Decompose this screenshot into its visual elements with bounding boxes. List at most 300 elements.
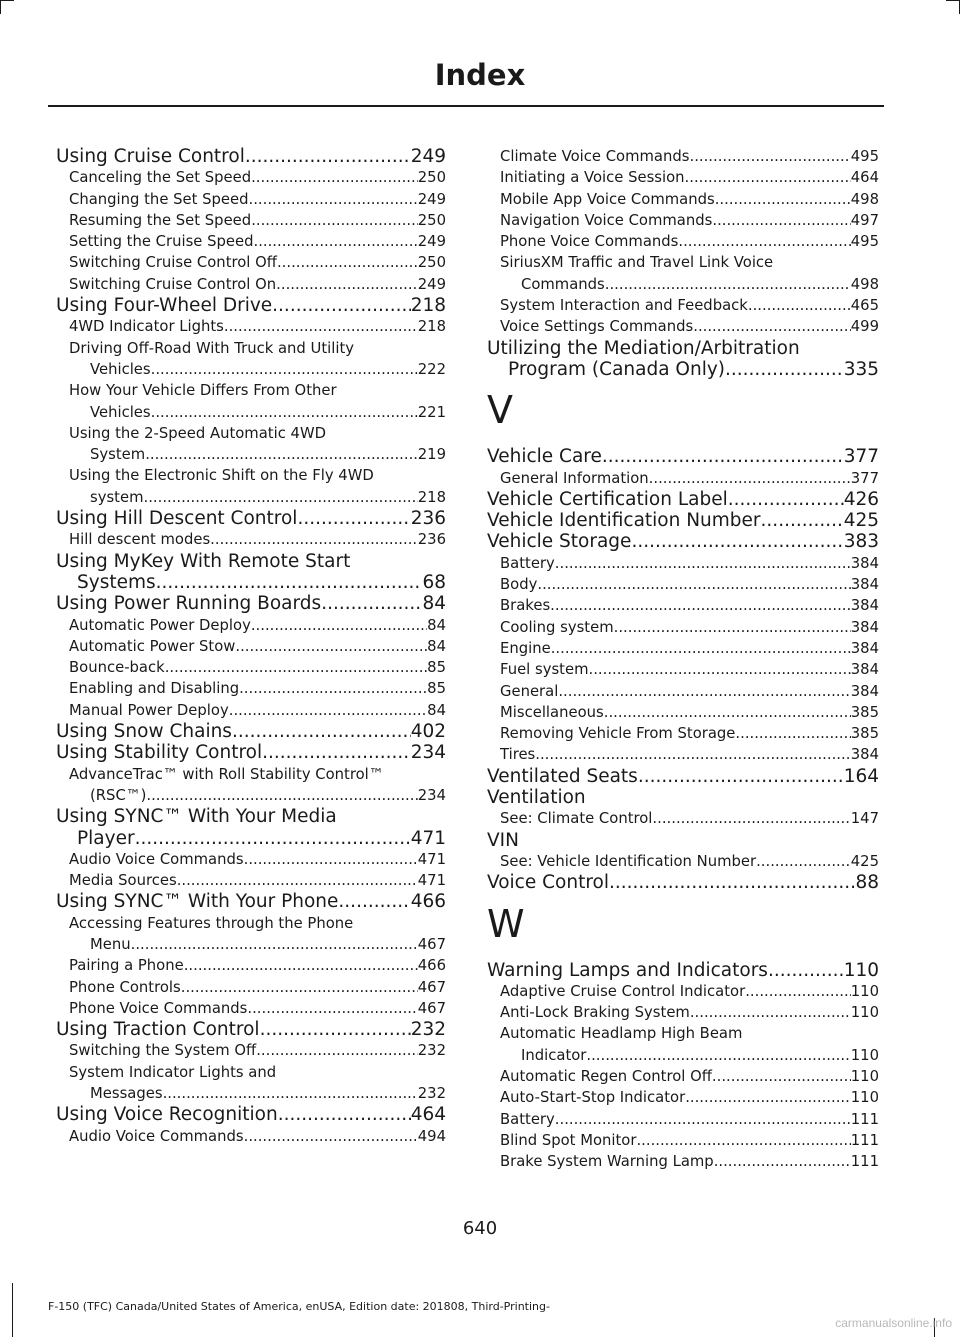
crop-mark	[0, 0, 14, 1]
entry-text	[56, 721, 446, 742]
index-subentry	[56, 849, 446, 870]
entry-label: Miscellaneous	[500, 703, 604, 721]
index-entry	[56, 593, 446, 614]
entry-label: Voice Control	[487, 872, 609, 894]
entry-label: Voice Settings Commands	[500, 318, 694, 336]
entry-label: Using Four-Wheel Drive	[56, 295, 273, 317]
entry-label: Blind Spot Monitor	[500, 1131, 637, 1149]
entry-continuation	[69, 487, 446, 508]
dot-leader	[297, 508, 410, 529]
page-reference: 218	[417, 318, 446, 336]
page-reference: 471	[417, 850, 446, 868]
page-reference: 234	[410, 742, 446, 764]
index-subentry	[56, 252, 446, 273]
entry-label: AdvanceTrac™ with Roll Stability Control™	[69, 765, 384, 783]
page-reference: 384	[850, 597, 879, 615]
page-reference: 499	[850, 318, 879, 336]
entry-label: Ventilation	[487, 787, 586, 809]
entry-text	[69, 380, 446, 401]
page-reference: 111	[850, 1153, 879, 1171]
index-entry	[487, 787, 879, 808]
entry-text	[500, 808, 879, 829]
dot-leader	[589, 659, 851, 680]
entry-label: Audio Voice Commands	[69, 850, 244, 868]
dot-leader	[551, 638, 851, 659]
entry-text	[487, 960, 879, 981]
entry-continuation-label: Player	[77, 827, 135, 849]
entry-text	[500, 638, 879, 659]
header-rule	[48, 105, 884, 107]
entry-text	[69, 423, 446, 444]
dot-leader	[748, 295, 851, 316]
index-entry	[56, 295, 446, 316]
entry-text	[69, 529, 446, 550]
entry-text	[69, 210, 446, 231]
entry-continuation-label: Vehicles	[90, 360, 151, 378]
dot-leader	[253, 231, 417, 252]
index-subentry	[487, 617, 879, 638]
entry-label: Using Voice Recognition	[56, 1104, 278, 1126]
index-letter-heading: W	[487, 901, 525, 946]
entry-label: Automatic Headlamp High Beam	[500, 1025, 743, 1043]
entry-label: Vehicle Care	[487, 446, 602, 468]
entry-continuation	[69, 934, 446, 955]
dot-leader	[181, 977, 418, 998]
page-reference: 249	[417, 190, 446, 208]
entry-text	[69, 338, 446, 359]
entry-label: Enabling and Disabling	[69, 680, 240, 698]
index-subentry	[56, 1040, 446, 1061]
index-column-left	[56, 146, 446, 1147]
index-entry	[487, 510, 879, 531]
entry-continuation	[69, 444, 446, 465]
dot-leader	[649, 468, 851, 489]
index-entry	[56, 1019, 446, 1040]
entry-text	[487, 531, 879, 552]
page-reference: 426	[843, 488, 879, 510]
dot-leader	[272, 295, 411, 316]
page-reference: 85	[427, 680, 446, 698]
entry-text	[500, 316, 879, 337]
index-subentry	[487, 295, 879, 316]
entry-label: Mobile App Voice Commands	[500, 190, 715, 208]
index-entry	[56, 508, 446, 529]
index-subentry	[487, 146, 879, 167]
index-subentry	[56, 615, 446, 636]
page-reference: 110	[850, 1004, 879, 1022]
entry-text	[500, 744, 879, 765]
entry-continuation	[487, 359, 879, 380]
index-subentry	[487, 981, 879, 1002]
index-subentry	[487, 681, 879, 702]
index-subentry	[56, 977, 446, 998]
dot-leader	[602, 446, 844, 467]
entry-label: SiriusXM Traffic and Travel Link Voice	[500, 254, 774, 272]
entry-continuation-label: Indicator	[521, 1046, 587, 1064]
crop-mark	[946, 0, 960, 1]
page-title: Index	[434, 58, 526, 92]
page-reference: 384	[850, 554, 879, 572]
index-subentry	[56, 380, 446, 423]
page-reference: 222	[417, 360, 446, 378]
entry-label: Switching the System Off	[69, 1042, 257, 1060]
entry-text	[69, 657, 446, 678]
entry-continuation	[69, 785, 446, 806]
dot-leader	[251, 167, 418, 188]
entry-text	[69, 636, 446, 657]
dot-leader	[244, 1126, 418, 1147]
index-subentry	[487, 744, 879, 765]
dot-leader	[277, 252, 418, 273]
page-reference: 384	[850, 618, 879, 636]
page-reference: 466	[417, 957, 446, 975]
dot-leader	[131, 934, 418, 955]
index-subentry	[56, 465, 446, 508]
index-subentry	[487, 1002, 879, 1023]
dot-leader	[715, 189, 851, 210]
dot-leader	[251, 615, 427, 636]
dot-leader	[135, 828, 411, 849]
dot-leader	[537, 574, 850, 595]
page-reference: 250	[417, 254, 446, 272]
entry-text	[69, 849, 446, 870]
entry-text	[56, 806, 446, 827]
index-entry	[487, 446, 879, 467]
entry-label: Using MyKey With Remote Start	[56, 550, 351, 572]
dot-leader	[144, 487, 418, 508]
index-subentry	[56, 764, 446, 807]
entry-label: Fuel system	[500, 661, 589, 679]
index-subentry	[487, 252, 879, 295]
dot-leader	[714, 1151, 851, 1172]
dot-leader	[756, 851, 851, 872]
entry-text	[69, 764, 446, 785]
entry-label: Accessing Features through the Phone	[69, 914, 354, 932]
dot-leader	[247, 998, 417, 1019]
page-reference: 232	[417, 1085, 446, 1103]
entry-label: Vehicle Certification Label	[487, 488, 728, 510]
index-subentry	[56, 529, 446, 550]
page-reference: 385	[850, 725, 879, 743]
entry-label: Engine	[500, 639, 551, 657]
entry-continuation-label: (RSC™)	[90, 786, 147, 804]
page-reference: 110	[850, 1046, 879, 1064]
entry-text	[500, 553, 879, 574]
entry-label: General Information	[500, 469, 649, 487]
page-reference: 384	[850, 639, 879, 657]
page-reference: 384	[850, 746, 879, 764]
page-reference: 110	[850, 982, 879, 1000]
entry-label: Using Stability Control	[56, 742, 263, 764]
dot-leader	[728, 489, 844, 510]
index-subentry	[56, 189, 446, 210]
entry-text	[69, 615, 446, 636]
entry-label: Audio Voice Commands	[69, 1127, 244, 1145]
index-entry	[56, 551, 446, 594]
entry-text	[69, 1040, 446, 1061]
dot-leader	[278, 1104, 411, 1125]
page-reference: 498	[850, 275, 879, 293]
dot-leader	[689, 146, 850, 167]
index-entry	[56, 742, 446, 763]
entry-label: Phone Controls	[69, 978, 181, 996]
page-reference: 249	[410, 146, 446, 167]
entry-continuation	[500, 1045, 879, 1066]
dot-leader	[550, 595, 851, 616]
page-reference: 464	[410, 1104, 446, 1126]
entry-continuation-label: Menu	[90, 935, 131, 953]
page-reference: 221	[417, 403, 446, 421]
entry-continuation-label: System	[90, 446, 146, 464]
index-subentry	[487, 595, 879, 616]
index-subentry	[487, 1087, 879, 1108]
page-reference: 110	[850, 1089, 879, 1107]
entry-label: Using Snow Chains	[56, 721, 232, 743]
index-subentry	[56, 955, 446, 976]
index-subentry	[487, 189, 879, 210]
entry-label: Tires	[500, 746, 536, 764]
entry-label: Auto-Start-Stop Indicator	[500, 1089, 686, 1107]
dot-leader	[555, 553, 851, 574]
index-subentry	[56, 231, 446, 252]
entry-text	[500, 295, 879, 316]
entry-label: Battery	[500, 1110, 555, 1128]
index-entry	[56, 721, 446, 742]
entry-text	[500, 574, 879, 595]
page-reference: 464	[850, 169, 879, 187]
index-subentry	[56, 274, 446, 295]
index-entry	[56, 1104, 446, 1125]
entry-text	[56, 508, 446, 529]
index-subentry	[56, 1062, 446, 1105]
entry-continuation-label: Systems	[77, 571, 156, 593]
index-subentry	[487, 723, 879, 744]
dot-leader	[725, 359, 844, 380]
index-subentry	[487, 231, 879, 252]
entry-text	[69, 189, 446, 210]
dot-leader	[690, 1002, 851, 1023]
page-reference: 495	[850, 233, 879, 251]
dot-leader	[156, 572, 423, 593]
page-reference: 249	[417, 233, 446, 251]
entry-label: Hill descent modes	[69, 531, 211, 549]
dot-leader	[745, 981, 851, 1002]
watermark: carmanualsonline.info	[835, 1316, 952, 1330]
dot-leader	[165, 657, 427, 678]
entry-text	[500, 851, 879, 872]
dot-leader	[555, 1109, 851, 1130]
index-letter-heading: V	[487, 388, 513, 433]
page-reference: 384	[850, 682, 879, 700]
index-entry	[487, 872, 879, 893]
dot-leader	[609, 872, 855, 893]
entry-text	[69, 955, 446, 976]
page-reference: 84	[422, 593, 446, 615]
entry-text	[500, 1151, 879, 1172]
dot-leader	[652, 808, 850, 829]
entry-label: Vehicle Identification Number	[487, 510, 761, 532]
entry-text	[487, 787, 879, 808]
dot-leader	[636, 1130, 850, 1151]
dot-leader	[614, 617, 851, 638]
dot-leader	[558, 681, 850, 702]
page-number: 640	[462, 1218, 498, 1239]
entry-text	[56, 295, 446, 316]
entry-label: See: Vehicle Identification Number	[500, 852, 757, 870]
page-reference: 236	[410, 508, 446, 530]
index-subentry	[487, 1066, 879, 1087]
index-subentry	[487, 1023, 879, 1066]
index-subentry	[56, 1126, 446, 1147]
entry-text	[500, 1002, 879, 1023]
page-reference: 498	[850, 190, 879, 208]
dot-leader	[631, 531, 843, 552]
entry-label: Manual Power Deploy	[69, 701, 229, 719]
dot-leader	[249, 189, 418, 210]
page-reference: 385	[850, 703, 879, 721]
index-entry	[487, 766, 879, 787]
page-reference: 425	[843, 510, 879, 532]
page-reference: 249	[417, 275, 446, 293]
dot-leader	[232, 721, 411, 742]
entry-label: Removing Vehicle From Storage	[500, 725, 736, 743]
entry-label: Canceling the Set Speed	[69, 169, 252, 187]
entry-label: Phone Voice Commands	[500, 233, 679, 251]
entry-continuation-label: Commands	[521, 275, 605, 293]
entry-label: Automatic Regen Control Off	[500, 1067, 712, 1085]
entry-label: Brakes	[500, 597, 551, 615]
entry-label: Using the Electronic Shift on the Fly 4WD	[69, 467, 374, 485]
index-entry	[487, 960, 879, 981]
entry-text	[56, 1019, 446, 1040]
page-reference: 84	[427, 701, 446, 719]
page-reference: 88	[855, 872, 879, 894]
entry-label: Using Traction Control	[56, 1019, 260, 1041]
page-reference: 466	[410, 891, 446, 913]
page-reference: 236	[417, 531, 446, 549]
entry-continuation	[56, 572, 446, 593]
entry-text	[69, 678, 446, 699]
entry-text	[487, 510, 879, 531]
index-subentry	[487, 468, 879, 489]
dot-leader	[229, 700, 427, 721]
page-reference: 84	[427, 616, 446, 634]
entry-label: Utilizing the Mediation/Arbitration	[487, 337, 800, 359]
entry-continuation-label: system	[90, 488, 144, 506]
dot-leader	[605, 274, 851, 295]
entry-text	[69, 231, 446, 252]
page-reference: 471	[410, 827, 446, 849]
entry-continuation-label: Messages	[90, 1085, 163, 1103]
entry-text	[500, 189, 879, 210]
entry-text	[500, 723, 879, 744]
dot-leader	[145, 444, 418, 465]
dot-leader	[604, 702, 851, 723]
entry-label: See: Climate Control	[500, 810, 653, 828]
dot-leader	[321, 593, 422, 614]
entry-text	[69, 998, 446, 1019]
entry-text	[69, 167, 446, 188]
dot-leader	[262, 742, 411, 763]
page-reference: 377	[843, 446, 879, 468]
index-subentry	[487, 316, 879, 337]
dot-leader	[251, 210, 418, 231]
entry-label: Using the 2-Speed Automatic 4WD	[69, 424, 326, 442]
index-subentry	[487, 638, 879, 659]
entry-label: Adaptive Cruise Control Indicator	[500, 982, 746, 1000]
page-reference: 467	[417, 978, 446, 996]
entry-continuation	[69, 1083, 446, 1104]
dot-leader	[239, 678, 427, 699]
dot-leader	[224, 316, 418, 337]
index-subentry	[56, 870, 446, 891]
entry-text	[69, 977, 446, 998]
entry-text	[69, 316, 446, 337]
dot-leader	[210, 529, 418, 550]
entry-text	[500, 659, 879, 680]
entry-text	[487, 338, 879, 359]
entry-label: Phone Voice Commands	[69, 999, 248, 1017]
entry-continuation	[69, 359, 446, 380]
entry-continuation	[69, 402, 446, 423]
dot-leader	[685, 167, 851, 188]
dot-leader	[638, 766, 844, 787]
entry-text	[56, 593, 446, 614]
entry-continuation	[56, 828, 446, 849]
dot-leader	[678, 231, 850, 252]
entry-text	[500, 210, 879, 231]
index-subentry	[487, 574, 879, 595]
page-reference: 218	[410, 295, 446, 317]
entry-text	[56, 551, 446, 572]
entry-label: Media Sources	[69, 872, 177, 890]
crop-mark	[0, 0, 1, 14]
index-subentry	[487, 210, 879, 231]
entry-label: Using SYNC™ With Your Media	[56, 806, 337, 828]
index-entry	[487, 830, 879, 851]
dot-leader	[244, 849, 418, 870]
page-reference: 471	[417, 872, 446, 890]
entry-label: How Your Vehicle Differs From Other	[69, 382, 337, 400]
entry-continuation-label: Vehicles	[90, 403, 151, 421]
index-subentry	[487, 167, 879, 188]
page-reference: 465	[850, 297, 879, 315]
index-subentry	[487, 1130, 879, 1151]
page-reference: 232	[417, 1042, 446, 1060]
entry-label: Using Hill Descent Control	[56, 508, 298, 530]
entry-text	[69, 1126, 446, 1147]
entry-label: Switching Cruise Control On	[69, 275, 277, 293]
entry-text	[69, 252, 446, 273]
entry-label: Initiating a Voice Session	[500, 169, 685, 187]
page-reference: 383	[843, 531, 879, 553]
entry-label: Climate Voice Commands	[500, 148, 690, 165]
entry-label: Vehicle Storage	[487, 531, 632, 553]
entry-label: Setting the Cruise Speed	[69, 233, 254, 251]
dot-leader	[276, 274, 418, 295]
dot-leader	[163, 1083, 418, 1104]
page-reference: 250	[417, 169, 446, 187]
page-reference: 377	[850, 469, 879, 487]
entry-label: General	[500, 682, 559, 700]
entry-label: Using Power Running Boards	[56, 593, 322, 615]
page-reference: 384	[850, 576, 879, 594]
dot-leader	[338, 891, 410, 912]
index-subentry	[56, 210, 446, 231]
entry-label: Using Cruise Control	[56, 146, 245, 167]
index-subentry	[487, 659, 879, 680]
page-reference: 219	[417, 446, 446, 464]
